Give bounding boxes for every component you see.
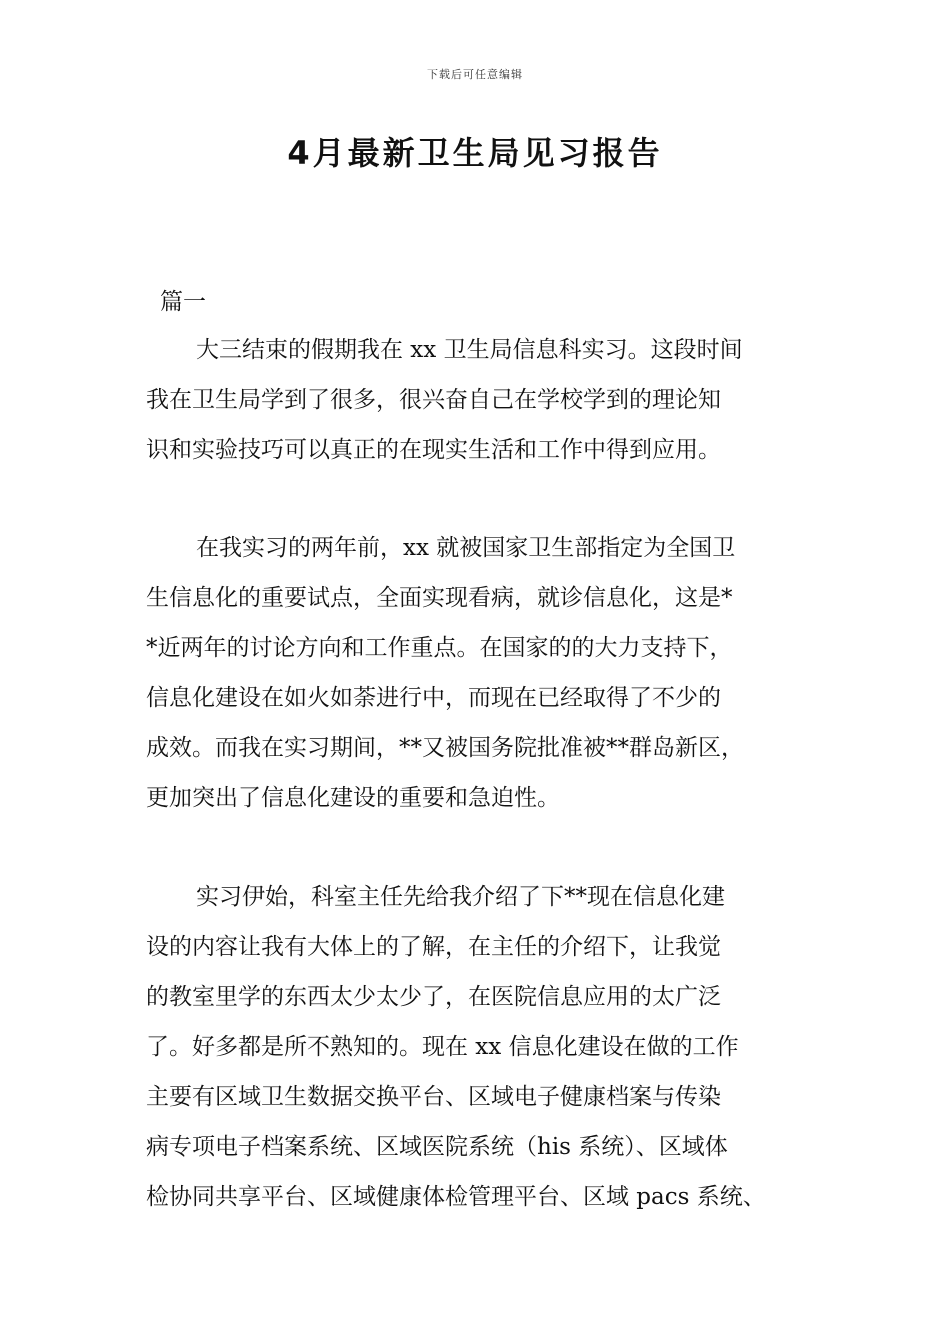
paragraph-line: 信息化建设在如火如荼进行中，而现在已经取得了不少的 (146, 685, 721, 711)
paragraph-line: 生信息化的重要试点，全面实现看病，就诊信息化，这是* (146, 585, 733, 611)
paragraph-line: 实习伊始，科室主任先给我介绍了下**现在信息化建 (196, 884, 725, 910)
paragraph-line: 成效。而我在实习期间，**又被国务院批准被**群岛新区， (146, 735, 744, 761)
paragraph-line: *近两年的讨论方向和工作重点。在国家的的大力支持下， (146, 635, 733, 661)
paragraph-2 (146, 523, 836, 823)
paragraph-3 (146, 872, 836, 1222)
paragraph-line: 大三结束的假期我在 xx 卫生局信息科实习。这段时间 (196, 337, 743, 363)
paragraph-line: 在我实习的两年前，xx 就被国家卫生部指定为全国卫 (196, 535, 736, 561)
document-title: 4月最新卫生局见习报告 (287, 134, 663, 172)
paragraph-line: 病专项电子档案系统、区域医院系统（his 系统）、区域体 (146, 1134, 728, 1160)
paragraph-line: 设的内容让我有大体上的了解，在主任的介绍下，让我觉 (146, 934, 721, 960)
paragraph-line: 主要有区域卫生数据交换平台、区域电子健康档案与传染 (146, 1084, 721, 1110)
paragraph-line: 更加突出了信息化建设的重要和急迫性。 (146, 785, 560, 811)
section-label: 篇一 (160, 289, 206, 315)
paragraph-line: 了。好多都是所不熟知的。现在 xx 信息化建设在做的工作 (146, 1034, 739, 1060)
paragraph-line: 的教室里学的东西太少太少了，在医院信息应用的太广泛 (146, 984, 721, 1010)
paragraph-line: 检协同共享平台、区域健康体检管理平台、区域 pacs 系统、 (146, 1184, 766, 1210)
paragraph-line: 我在卫生局学到了很多，很兴奋自己在学校学到的理论知 (146, 387, 721, 413)
paragraph-1 (146, 325, 836, 475)
paragraph-line: 识和实验技巧可以真正的在现实生活和工作中得到应用。 (146, 437, 721, 463)
header-note: 下载后可任意编辑 (427, 68, 523, 81)
